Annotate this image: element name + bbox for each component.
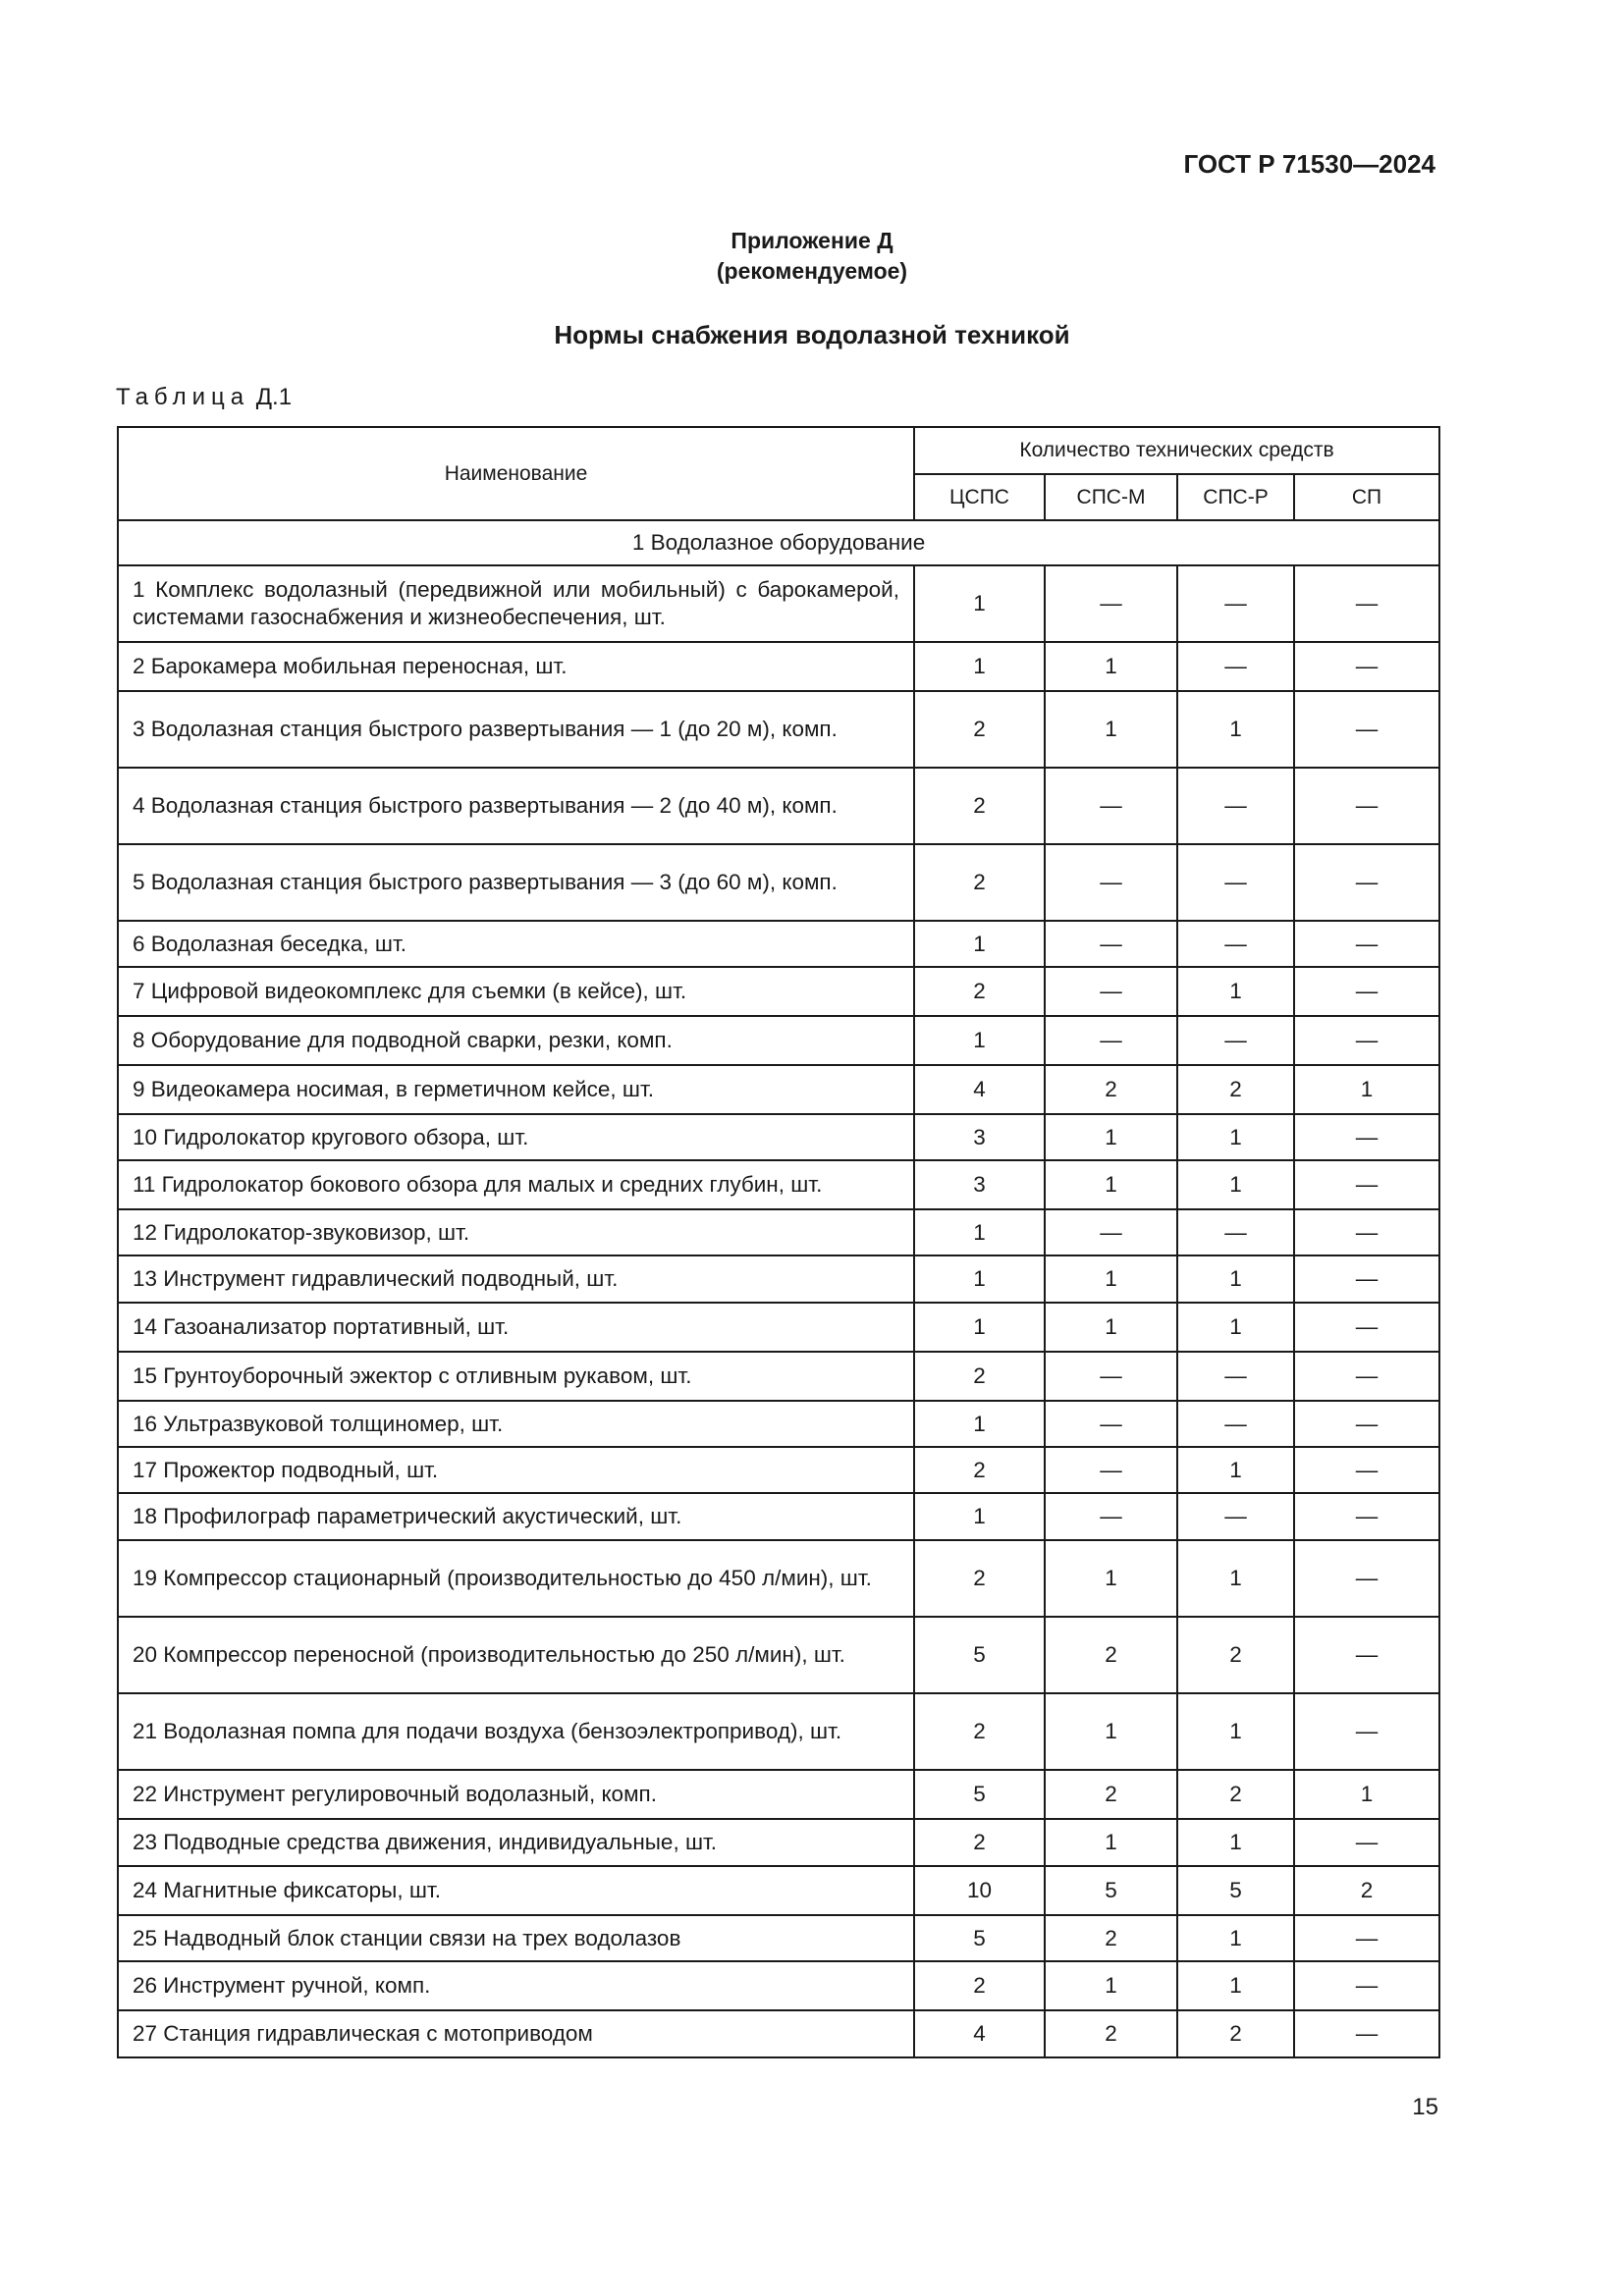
item-name-cell: 7 Цифровой видеокомплекс для съемки (в кейсе), шт. — [118, 967, 914, 1016]
quantity-cell: — — [1294, 1255, 1439, 1303]
quantity-cell: — — [1294, 642, 1439, 691]
quantity-cell: 2 — [1177, 1065, 1294, 1114]
quantity-cell: — — [1045, 921, 1177, 967]
quantity-cell: — — [1177, 565, 1294, 642]
quantity-cell: 1 — [1294, 1770, 1439, 1819]
quantity-cell: 5 — [914, 1915, 1045, 1961]
quantity-cell: 4 — [914, 2010, 1045, 2057]
column-header-sps-r: СПС-Р — [1177, 474, 1294, 520]
quantity-cell: 1 — [1177, 1540, 1294, 1617]
quantity-cell: 1 — [1045, 1160, 1177, 1209]
quantity-cell: — — [1294, 1209, 1439, 1255]
item-name-cell: 8 Оборудование для подводной сварки, резки, комп. — [118, 1016, 914, 1065]
quantity-cell: — — [1294, 2010, 1439, 2057]
quantity-cell: 10 — [914, 1866, 1045, 1915]
quantity-cell: — — [1045, 1493, 1177, 1540]
table-row — [118, 967, 1439, 1016]
quantity-cell: — — [1177, 921, 1294, 967]
quantity-cell: 1 — [1045, 691, 1177, 768]
table-row — [118, 1209, 1439, 1255]
item-name-cell: 15 Грунтоуборочный эжектор с отливным рукавом, шт. — [118, 1352, 914, 1401]
table-row — [118, 1160, 1439, 1209]
quantity-cell: — — [1294, 768, 1439, 844]
table-row — [118, 691, 1439, 768]
quantity-cell: 3 — [914, 1114, 1045, 1160]
quantity-cell: 1 — [1177, 691, 1294, 768]
appendix-title-block — [0, 226, 1624, 287]
item-name-cell: 9 Видеокамера носимая, в герметичном кейсе, шт. — [118, 1065, 914, 1114]
item-name-cell: 21 Водолазная помпа для подачи воздуха (бензоэлектропривод), шт. — [118, 1693, 914, 1770]
quantity-cell: — — [1177, 1401, 1294, 1447]
table-row — [118, 2010, 1439, 2057]
quantity-cell: — — [1294, 1352, 1439, 1401]
item-name-cell: 10 Гидролокатор кругового обзора, шт. — [118, 1114, 914, 1160]
item-name-cell: 22 Инструмент регулировочный водолазный, комп. — [118, 1770, 914, 1819]
item-name-cell: 13 Инструмент гидравлический подводный, шт. — [118, 1255, 914, 1303]
table-row — [118, 565, 1439, 642]
quantity-cell: 1 — [914, 565, 1045, 642]
quantity-cell: — — [1045, 1352, 1177, 1401]
quantity-cell: 2 — [914, 1961, 1045, 2010]
quantity-cell: 2 — [914, 967, 1045, 1016]
table-row — [118, 1401, 1439, 1447]
quantity-cell: 1 — [1294, 1065, 1439, 1114]
quantity-cell: 2 — [1045, 1617, 1177, 1693]
quantity-cell: 1 — [1177, 1114, 1294, 1160]
page-number: 15 — [1412, 2094, 1438, 2120]
quantity-cell: — — [1045, 967, 1177, 1016]
quantity-cell: — — [1294, 921, 1439, 967]
quantity-cell: — — [1294, 1693, 1439, 1770]
quantity-cell: — — [1045, 1401, 1177, 1447]
table-row — [118, 1617, 1439, 1693]
quantity-cell: 1 — [914, 921, 1045, 967]
quantity-cell: 1 — [914, 1401, 1045, 1447]
quantity-cell: — — [1045, 1016, 1177, 1065]
table-row — [118, 1770, 1439, 1819]
quantity-cell: — — [1177, 642, 1294, 691]
table-row — [118, 1447, 1439, 1493]
supply-norms-table — [117, 426, 1440, 2058]
item-name-cell: 12 Гидролокатор-звуковизор, шт. — [118, 1209, 914, 1255]
table-row — [118, 1866, 1439, 1915]
quantity-cell: — — [1177, 1352, 1294, 1401]
quantity-cell: 1 — [1177, 1160, 1294, 1209]
quantity-cell: — — [1294, 565, 1439, 642]
table-row — [118, 1352, 1439, 1401]
quantity-cell: 1 — [1045, 1693, 1177, 1770]
quantity-cell: 2 — [1045, 1915, 1177, 1961]
quantity-cell: — — [1294, 844, 1439, 921]
table-row — [118, 1540, 1439, 1617]
quantity-cell: — — [1177, 844, 1294, 921]
quantity-cell: — — [1294, 691, 1439, 768]
quantity-cell: 2 — [914, 1447, 1045, 1493]
quantity-cell: 1 — [1045, 1540, 1177, 1617]
quantity-cell: 1 — [1177, 1819, 1294, 1866]
quantity-cell: — — [1294, 1540, 1439, 1617]
quantity-cell: 1 — [1177, 967, 1294, 1016]
quantity-cell: 5 — [914, 1617, 1045, 1693]
quantity-cell: 1 — [1177, 1961, 1294, 2010]
quantity-cell: 5 — [1177, 1866, 1294, 1915]
table-row — [118, 768, 1439, 844]
quantity-cell: — — [1294, 1114, 1439, 1160]
item-name-cell: 2 Барокамера мобильная переносная, шт. — [118, 642, 914, 691]
table-row — [118, 1255, 1439, 1303]
quantity-cell: 1 — [914, 1016, 1045, 1065]
quantity-cell: 5 — [914, 1770, 1045, 1819]
section-row — [118, 520, 1439, 565]
quantity-cell: — — [1045, 844, 1177, 921]
quantity-cell: 1 — [1177, 1255, 1294, 1303]
quantity-cell: — — [1177, 1016, 1294, 1065]
item-name-cell: 24 Магнитные фиксаторы, шт. — [118, 1866, 914, 1915]
item-name-cell: 16 Ультразвуковой толщиномер, шт. — [118, 1401, 914, 1447]
item-name-cell: 5 Водолазная станция быстрого развертывания — 3 (до 60 м), комп. — [118, 844, 914, 921]
quantity-cell: 2 — [1045, 1065, 1177, 1114]
quantity-cell: 1 — [914, 642, 1045, 691]
item-name-cell: 6 Водолазная беседка, шт. — [118, 921, 914, 967]
quantity-cell: 2 — [1177, 2010, 1294, 2057]
quantity-cell: 4 — [914, 1065, 1045, 1114]
quantity-cell: 2 — [1294, 1866, 1439, 1915]
name-column-header: Наименование — [118, 427, 914, 520]
quantity-cell: 2 — [1045, 1770, 1177, 1819]
quantity-cell: 1 — [914, 1493, 1045, 1540]
item-name-cell: 14 Газоанализатор портативный, шт. — [118, 1303, 914, 1352]
quantity-cell: 1 — [1045, 1303, 1177, 1352]
quantity-cell: 1 — [1045, 642, 1177, 691]
quantity-cell: 2 — [914, 1819, 1045, 1866]
item-name-cell: 3 Водолазная станция быстрого развертывания — 1 (до 20 м), комп. — [118, 691, 914, 768]
item-name-cell: 23 Подводные средства движения, индивидуальные, шт. — [118, 1819, 914, 1866]
quantity-cell: — — [1294, 1447, 1439, 1493]
item-name-cell: 11 Гидролокатор бокового обзора для малых и средних глубин, шт. — [118, 1160, 914, 1209]
item-name-cell: 25 Надводный блок станции связи на трех водолазов — [118, 1915, 914, 1961]
table-row — [118, 1065, 1439, 1114]
quantity-cell: 1 — [1177, 1693, 1294, 1770]
quantity-cell: — — [1045, 1447, 1177, 1493]
quantity-cell: 2 — [914, 768, 1045, 844]
table-row — [118, 1961, 1439, 2010]
table-caption-word: Таблица — [116, 384, 250, 410]
section-heading: Нормы снабжения водолазной техникой — [554, 320, 1070, 349]
quantity-cell: — — [1045, 565, 1177, 642]
quantity-cell: 2 — [1045, 2010, 1177, 2057]
quantity-cell: 1 — [914, 1255, 1045, 1303]
quantity-cell: 1 — [1177, 1447, 1294, 1493]
quantity-cell: — — [1294, 1961, 1439, 2010]
table-row — [118, 1493, 1439, 1540]
table-body — [118, 520, 1439, 2057]
quantity-cell: — — [1294, 1016, 1439, 1065]
item-name-cell: 4 Водолазная станция быстрого развертывания — 2 (до 40 м), комп. — [118, 768, 914, 844]
appendix-status: (рекомендуемое) — [716, 258, 908, 284]
quantity-cell: — — [1294, 1915, 1439, 1961]
item-name-cell: 20 Компрессор переносной (производительностью до 250 л/мин), шт. — [118, 1617, 914, 1693]
quantity-cell: 3 — [914, 1160, 1045, 1209]
table-row — [118, 642, 1439, 691]
table-row — [118, 921, 1439, 967]
quantity-cell: 1 — [914, 1209, 1045, 1255]
quantity-cell: — — [1294, 1617, 1439, 1693]
quantity-cell: 1 — [914, 1303, 1045, 1352]
appendix-title: Приложение Д — [731, 228, 893, 253]
quantity-cell: 1 — [1177, 1303, 1294, 1352]
quantity-cell: — — [1177, 768, 1294, 844]
quantity-cell: — — [1045, 1209, 1177, 1255]
quantity-cell: 1 — [1045, 1114, 1177, 1160]
quantity-cell: 2 — [914, 1693, 1045, 1770]
quantity-cell: — — [1294, 1819, 1439, 1866]
section-title: 1 Водолазное оборудование — [118, 520, 1439, 565]
item-name-cell: 18 Профилограф параметрический акустический, шт. — [118, 1493, 914, 1540]
table-row — [118, 1693, 1439, 1770]
quantity-group-header: Количество технических средств — [914, 427, 1439, 474]
column-header-sp: СП — [1294, 474, 1439, 520]
table-row — [118, 1303, 1439, 1352]
column-header-sps-m: СПС-М — [1045, 474, 1177, 520]
quantity-cell: 2 — [914, 1540, 1045, 1617]
quantity-cell: — — [1177, 1209, 1294, 1255]
item-name-cell: 17 Прожектор подводный, шт. — [118, 1447, 914, 1493]
standard-code: ГОСТ Р 71530—2024 — [1183, 149, 1435, 179]
quantity-cell: 2 — [914, 1352, 1045, 1401]
item-name-cell: 1 Комплекс водолазный (передвижной или мобильный) с барокамерой, системами газоснабжения и жизнеобеспечения, шт. — [118, 565, 914, 642]
quantity-cell: — — [1294, 1160, 1439, 1209]
quantity-cell: 1 — [1177, 1915, 1294, 1961]
quantity-cell: 2 — [1177, 1617, 1294, 1693]
table-row — [118, 1114, 1439, 1160]
quantity-cell: — — [1294, 1401, 1439, 1447]
table-row — [118, 1016, 1439, 1065]
quantity-cell: 1 — [1045, 1255, 1177, 1303]
quantity-cell: — — [1294, 967, 1439, 1016]
quantity-cell: 2 — [1177, 1770, 1294, 1819]
quantity-cell: — — [1177, 1493, 1294, 1540]
quantity-cell: 1 — [1045, 1961, 1177, 2010]
quantity-cell: — — [1294, 1303, 1439, 1352]
table-row — [118, 1819, 1439, 1866]
table-row — [118, 844, 1439, 921]
item-name-cell: 26 Инструмент ручной, комп. — [118, 1961, 914, 2010]
item-name-cell: 27 Станция гидравлическая с мотоприводом — [118, 2010, 914, 2057]
quantity-cell: — — [1294, 1493, 1439, 1540]
table-row — [118, 1915, 1439, 1961]
column-header-cspc: ЦСПС — [914, 474, 1045, 520]
table-caption — [116, 384, 292, 411]
quantity-cell: — — [1045, 768, 1177, 844]
quantity-cell: 2 — [914, 691, 1045, 768]
table-caption-number: Д.1 — [255, 384, 293, 410]
quantity-cell: 5 — [1045, 1866, 1177, 1915]
quantity-cell: 1 — [1045, 1819, 1177, 1866]
item-name-cell: 19 Компрессор стационарный (производительностью до 450 л/мин), шт. — [118, 1540, 914, 1617]
quantity-cell: 2 — [914, 844, 1045, 921]
